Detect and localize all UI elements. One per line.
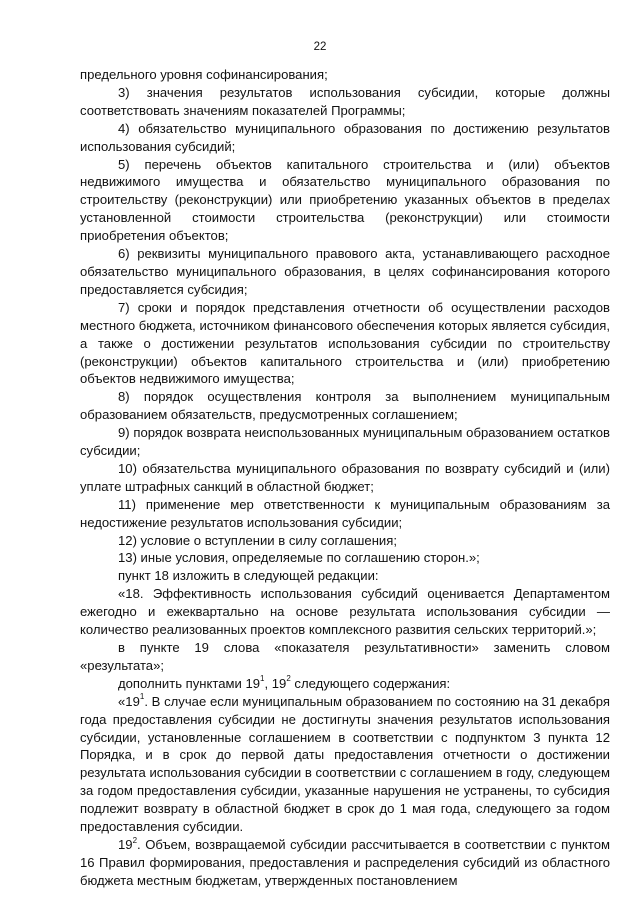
paragraph-item-5: 5) перечень объектов капитального строительства и (или) объектов недвижимого имущества и обязательство муниципального образования по строительству (реконструкции) или приобретению указанных объектов в пределах установленной стоимости строительства (реконструкции) или стоимости приобретения объектов; (80, 156, 610, 244)
supplement-separator: , 19 (264, 675, 287, 691)
paragraph-point-19: в пункте 19 слова «показателя результативности» заменить словом «результата»; (80, 640, 610, 673)
item-19-2-prefix: 19 (118, 836, 133, 852)
item-19-1-prefix: «19 (118, 693, 140, 709)
item-19-1-text: . В случае если муниципальным образованием по состоянию на 31 декабря года предоставления субсидии не достигнуты значения результатов использования субсидии, установленные соглашением в соответствии с подпунктом 3 пункта 12 Порядка, и в срок до первой даты предоставления отчетности о достижении результата использования субсидии в соответствии с соглашением в году, следующем за годом предоставления субсидии, указанные нарушения не устранены, то субсидия подлежит возврату в областной бюджет в срок до 1 мая года, следующего за годом предоставления субсидии. (80, 693, 610, 835)
paragraph-item-7: 7) сроки и порядок представления отчетности об осуществлении расходов местного бюджета, источником финансового обеспечения которых является субсидия, а также о достижении результатов использования субсидии по строительству (реконструкции) объектов капитального строительства и (или) приобретению объектов недвижимого имущества; (80, 299, 610, 387)
item-19-1-sup: 1 (139, 692, 145, 702)
supplement-sup-1: 1 (260, 674, 265, 684)
paragraph-item-10: 10) обязательства муниципального образования по возврату субсидий и (или) уплате штрафных санкций в областной бюджет; (80, 460, 610, 494)
paragraph-item-12: 12) условие о вступлении в силу соглашения; (118, 532, 397, 548)
paragraph-item-19-1 (80, 693, 610, 836)
paragraph-item-19-2 (80, 836, 610, 890)
paragraph-item-4: 4) обязательство муниципального образования по достижению результатов использования субсидий; (80, 120, 610, 154)
paragraph-item-9: 9) порядок возврата неиспользованных муниципальным образованием остатков субсидии; (80, 425, 610, 459)
supplement-suffix: следующего содержания: (290, 675, 451, 691)
page-number: 22 (313, 41, 327, 53)
paragraph-item-3: 3) значения результатов использования субсидии, которые должны соответствовать значениям показателей Программы; (80, 84, 610, 118)
paragraph-item-8: 8) порядок осуществления контроля за выполнением муниципальным образованием обязательств, предусмотренных соглашением; (80, 389, 610, 423)
item-19-2-text: . Объем, возвращаемой субсидии рассчитывается в соответствии с пунктом 16 Правил формирования, предоставления и распределения субсидий из областного бюджета местным бюджетам, утвержденных постановлением (80, 836, 610, 888)
paragraph-continuation: предельного уровня софинансирования; (80, 67, 328, 82)
paragraph-point-18-intro: пункт 18 изложить в следующей редакции: (118, 568, 379, 584)
paragraph-item-6: 6) реквизиты муниципального правового акта, устанавливающего расходное обязательство муниципального образования, в целях софинансирования которого предоставляется субсидия; (80, 246, 610, 297)
paragraph-item-13: 13) иные условия, определяемые по соглашению сторон.»; (118, 550, 480, 566)
supplement-prefix: дополнить пунктами 19 (118, 675, 261, 691)
paragraph-supplement (80, 675, 610, 693)
paragraph-point-18: «18. Эффективность использования субсидий оценивается Департаментом ежегодно и ежеквартально на основе результата использования субсидии — количество реализованных проектов комплексного развития сельских территорий.»; (80, 586, 610, 638)
document-body (80, 66, 610, 890)
item-19-2-sup: 2 (132, 835, 138, 845)
supplement-sup-2: 2 (286, 674, 291, 684)
paragraph-item-11: 11) применение мер ответственности к муниципальным образованиям за недостижение результатов использования субсидии; (80, 496, 610, 530)
